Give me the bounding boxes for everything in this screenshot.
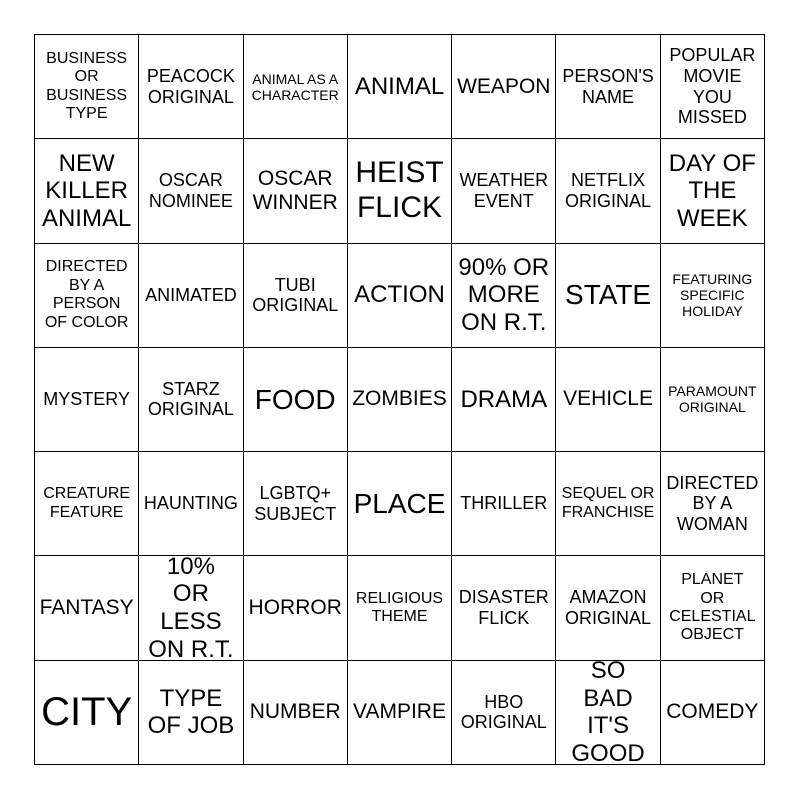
bingo-cell[interactable]: AMAZON ORIGINAL: [556, 556, 660, 660]
bingo-cell[interactable]: PLACE: [348, 452, 452, 556]
bingo-cell[interactable]: THRILLER: [452, 452, 556, 556]
bingo-cell[interactable]: SO BAD IT'S GOOD: [556, 661, 660, 765]
bingo-cell[interactable]: ANIMATED: [139, 244, 243, 348]
bingo-cell[interactable]: HAUNTING: [139, 452, 243, 556]
bingo-cell[interactable]: OSCAR NOMINEE: [139, 139, 243, 243]
bingo-cell[interactable]: HORROR: [244, 556, 348, 660]
bingo-cell[interactable]: OSCAR WINNER: [244, 139, 348, 243]
bingo-cell[interactable]: ACTION: [348, 244, 452, 348]
bingo-cell[interactable]: 90% OR MORE ON R.T.: [452, 244, 556, 348]
bingo-cell[interactable]: DIRECTED BY A PERSON OF COLOR: [35, 244, 139, 348]
bingo-cell[interactable]: PERSON'S NAME: [556, 35, 660, 139]
bingo-cell[interactable]: COMEDY: [661, 661, 765, 765]
bingo-cell[interactable]: FEATURING SPECIFIC HOLIDAY: [661, 244, 765, 348]
bingo-cell[interactable]: FOOD: [244, 348, 348, 452]
bingo-cell[interactable]: CITY: [35, 661, 139, 765]
bingo-cell[interactable]: PEACOCK ORIGINAL: [139, 35, 243, 139]
bingo-cell[interactable]: HEIST FLICK: [348, 139, 452, 243]
bingo-cell[interactable]: STATE: [556, 244, 660, 348]
bingo-cell[interactable]: TYPE OF JOB: [139, 661, 243, 765]
bingo-cell[interactable]: ANIMAL AS A CHARACTER: [244, 35, 348, 139]
bingo-cell[interactable]: HBO ORIGINAL: [452, 661, 556, 765]
bingo-cell[interactable]: NEW KILLER ANIMAL: [35, 139, 139, 243]
bingo-cell[interactable]: MYSTERY: [35, 348, 139, 452]
bingo-cell[interactable]: PARAMOUNT ORIGINAL: [661, 348, 765, 452]
bingo-cell[interactable]: DAY OF THE WEEK: [661, 139, 765, 243]
bingo-cell[interactable]: CREATURE FEATURE: [35, 452, 139, 556]
bingo-cell[interactable]: STARZ ORIGINAL: [139, 348, 243, 452]
bingo-cell[interactable]: WEATHER EVENT: [452, 139, 556, 243]
bingo-cell[interactable]: TUBI ORIGINAL: [244, 244, 348, 348]
bingo-cell[interactable]: BUSINESS OR BUSINESS TYPE: [35, 35, 139, 139]
bingo-cell[interactable]: DRAMA: [452, 348, 556, 452]
bingo-cell[interactable]: RELIGIOUS THEME: [348, 556, 452, 660]
bingo-cell[interactable]: PLANET OR CELESTIAL OBJECT: [661, 556, 765, 660]
bingo-cell[interactable]: LGBTQ+ SUBJECT: [244, 452, 348, 556]
bingo-cell[interactable]: WEAPON: [452, 35, 556, 139]
bingo-board: [34, 34, 765, 765]
bingo-cell[interactable]: ZOMBIES: [348, 348, 452, 452]
bingo-cell[interactable]: ANIMAL: [348, 35, 452, 139]
bingo-cell[interactable]: DIRECTED BY A WOMAN: [661, 452, 765, 556]
bingo-cell[interactable]: VEHICLE: [556, 348, 660, 452]
bingo-cell[interactable]: 10% OR LESS ON R.T.: [139, 556, 243, 660]
bingo-cell[interactable]: FANTASY: [35, 556, 139, 660]
bingo-cell[interactable]: NUMBER: [244, 661, 348, 765]
bingo-cell[interactable]: POPULAR MOVIE YOU MISSED: [661, 35, 765, 139]
bingo-cell[interactable]: SEQUEL OR FRANCHISE: [556, 452, 660, 556]
bingo-cell[interactable]: DISASTER FLICK: [452, 556, 556, 660]
bingo-cell[interactable]: NETFLIX ORIGINAL: [556, 139, 660, 243]
bingo-cell[interactable]: VAMPIRE: [348, 661, 452, 765]
